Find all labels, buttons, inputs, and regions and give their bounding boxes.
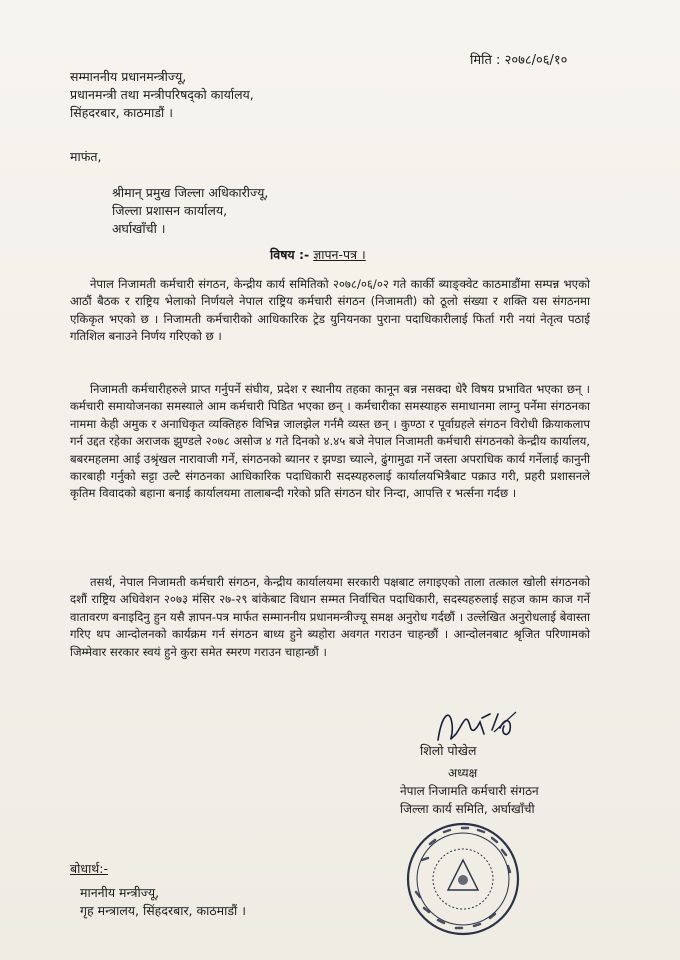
recipient-block bbox=[112, 184, 268, 238]
addressee-line: प्रधानमन्त्री तथा मन्त्रीपरिषद्को कार्यालय, bbox=[70, 87, 254, 102]
cc-list bbox=[80, 884, 246, 920]
addressee-line: सम्माननीय प्रधानमन्त्रीज्यू, bbox=[70, 69, 187, 84]
recipient-line: जिल्ला प्रशासन कार्यालय, bbox=[112, 203, 228, 218]
signatory-name: शिलो पोखेल bbox=[420, 743, 477, 758]
body-paragraph: तसर्थ, नेपाल निजामती कर्मचारी संगठन, केन्द्रीय कार्यालयमा सरकारी पक्षबाट लगाइएको ताला तत्काल खोली संगठनको दशौं राष्ट्रिय अधिवेशन २०७३ मंसिर २७-२९ बांकेबाट विधान सम्मत निर्वाचित पदाधिकारी, सदस्यहरुलाई सहज काम काज गर्ने वातावरण बनाइदिनु हुन यसै ज्ञापन-पत्र मार्फत सम्माननीय प्रधानमन्त्रीज्यू समक्ष अनुरोध गर्दछौं । उल्लेखित अनुरोधलाई बेवास्ता गरिए थप आन्दोलनको कार्यक्रम गर्न संगठन बाध्य हुने ब्यहोरा अवगत गराउन चाहन्छौं । आन्दोलनबाट श्रृजित परिणामको जिम्मेवार सरकार स्वयं हुने कुरा समेत स्मरण गराउन चाहान्छौं । bbox=[70, 575, 590, 659]
body-paragraph: नेपाल निजामती कर्मचारी संगठन, केन्द्रीय कार्य समितिको २०७८/०६/०२ गते कार्की ब्याङ्क्वेट काठमाडौंमा सम्पन्न भएको आठौं बैठक र राष्ट्रिय भेलाको निर्णयले नेपाल राष्ट्रिय कर्मचारी संगठन (निजामती) को ठूलो संख्या र शक्ति यस संगठनमा एकिकृत भएको छ । निजामती कर्मचारीको आधिकारिक ट्रेड युनियनका पुराना पदाधिकारीलाई फिर्ता गरी नयां नेतृत्व पठाई गतिशिल बनाउने निर्णय गरिएको छ । bbox=[70, 277, 590, 344]
signatory-title: अध्यक्ष bbox=[448, 766, 478, 780]
cc-item: माननीय मन्त्रीज्यू, bbox=[80, 885, 160, 900]
cc-item: गृह मन्त्रालय, सिंहदरबार, काठमाडौं । bbox=[80, 903, 246, 918]
organization-line: जिल्ला कार्य समिति, अर्घाखाँची bbox=[400, 802, 535, 816]
addressee-block bbox=[70, 68, 254, 122]
addressee-line: सिंहदरबार, काठमाडौं । bbox=[70, 105, 173, 120]
via-label: माफंत, bbox=[70, 149, 102, 164]
organization-seal bbox=[404, 820, 522, 938]
subject-value: ज्ञापन-पत्र । bbox=[313, 247, 366, 262]
body-paragraph: निजामती कर्मचारीहरुले प्राप्त गर्नुपर्ने संघीय, प्रदेश र स्थानीय तहका कानून बन्न नसक्दा धेरै विषय प्रभावित भएका छन् । कर्मचारी समायोजनका समस्याले आम कर्मचारी पिडित भएका छन् । कर्मचारीका समस्याहरु समाधानमा लाग्नु पर्नेमा संगठनका नाममा केही अमुक र अनाधिकृत व्यक्तिहरु विभिन्न जालझेल गर्नमै व्यस्त छन् । कुण्ठा र पूर्वाग्रहले संगठन विरोधी क्रियाकलाप गर्न उद्दत रहेका अराजक झुण्डले २०७८ असोज ४ गते दिनको ४.४५ बजे नेपाल निजामती कर्मचारी संगठनको केन्द्रीय कार्यालय, बबरमहलमा आई उश्रृंखल नारावाजी गर्ने, संगठनको ब्यानर र झण्डा च्यात्ने, ढुंगामुढा गर्ने जस्ता अपराधिक कार्य गर्नेलाई कानुनी कारबाही गर्नुको सट्टा उल्टै संगठनका आधिकारिक पदाधिकारी सदस्यहरुलाई कार्यालयभित्रैबाट पक्राउ गरी, प्रहरी प्रशासनले कृतिम विवादको बहाना बनाई कार्यालयमा तालाबन्दी गरेको प्रति संगठन घोर निन्दा, आपत्ति र भर्त्सना गर्दछ । bbox=[70, 382, 590, 501]
organization-line: नेपाल निजामति कर्मचारी संगठन bbox=[400, 784, 539, 798]
cc-heading: बोधार्थ:- bbox=[70, 861, 109, 876]
subject-line bbox=[270, 246, 366, 264]
recipient-line: श्रीमान् प्रमुख जिल्ला अधिकारीज्यू, bbox=[112, 185, 269, 200]
subject-label: विषय :- bbox=[270, 247, 310, 262]
letter-date: मिति : २०७८/०६/१० bbox=[470, 53, 568, 68]
signatory-organization bbox=[400, 782, 539, 818]
recipient-line: अर्घाखाँची । bbox=[112, 221, 166, 236]
